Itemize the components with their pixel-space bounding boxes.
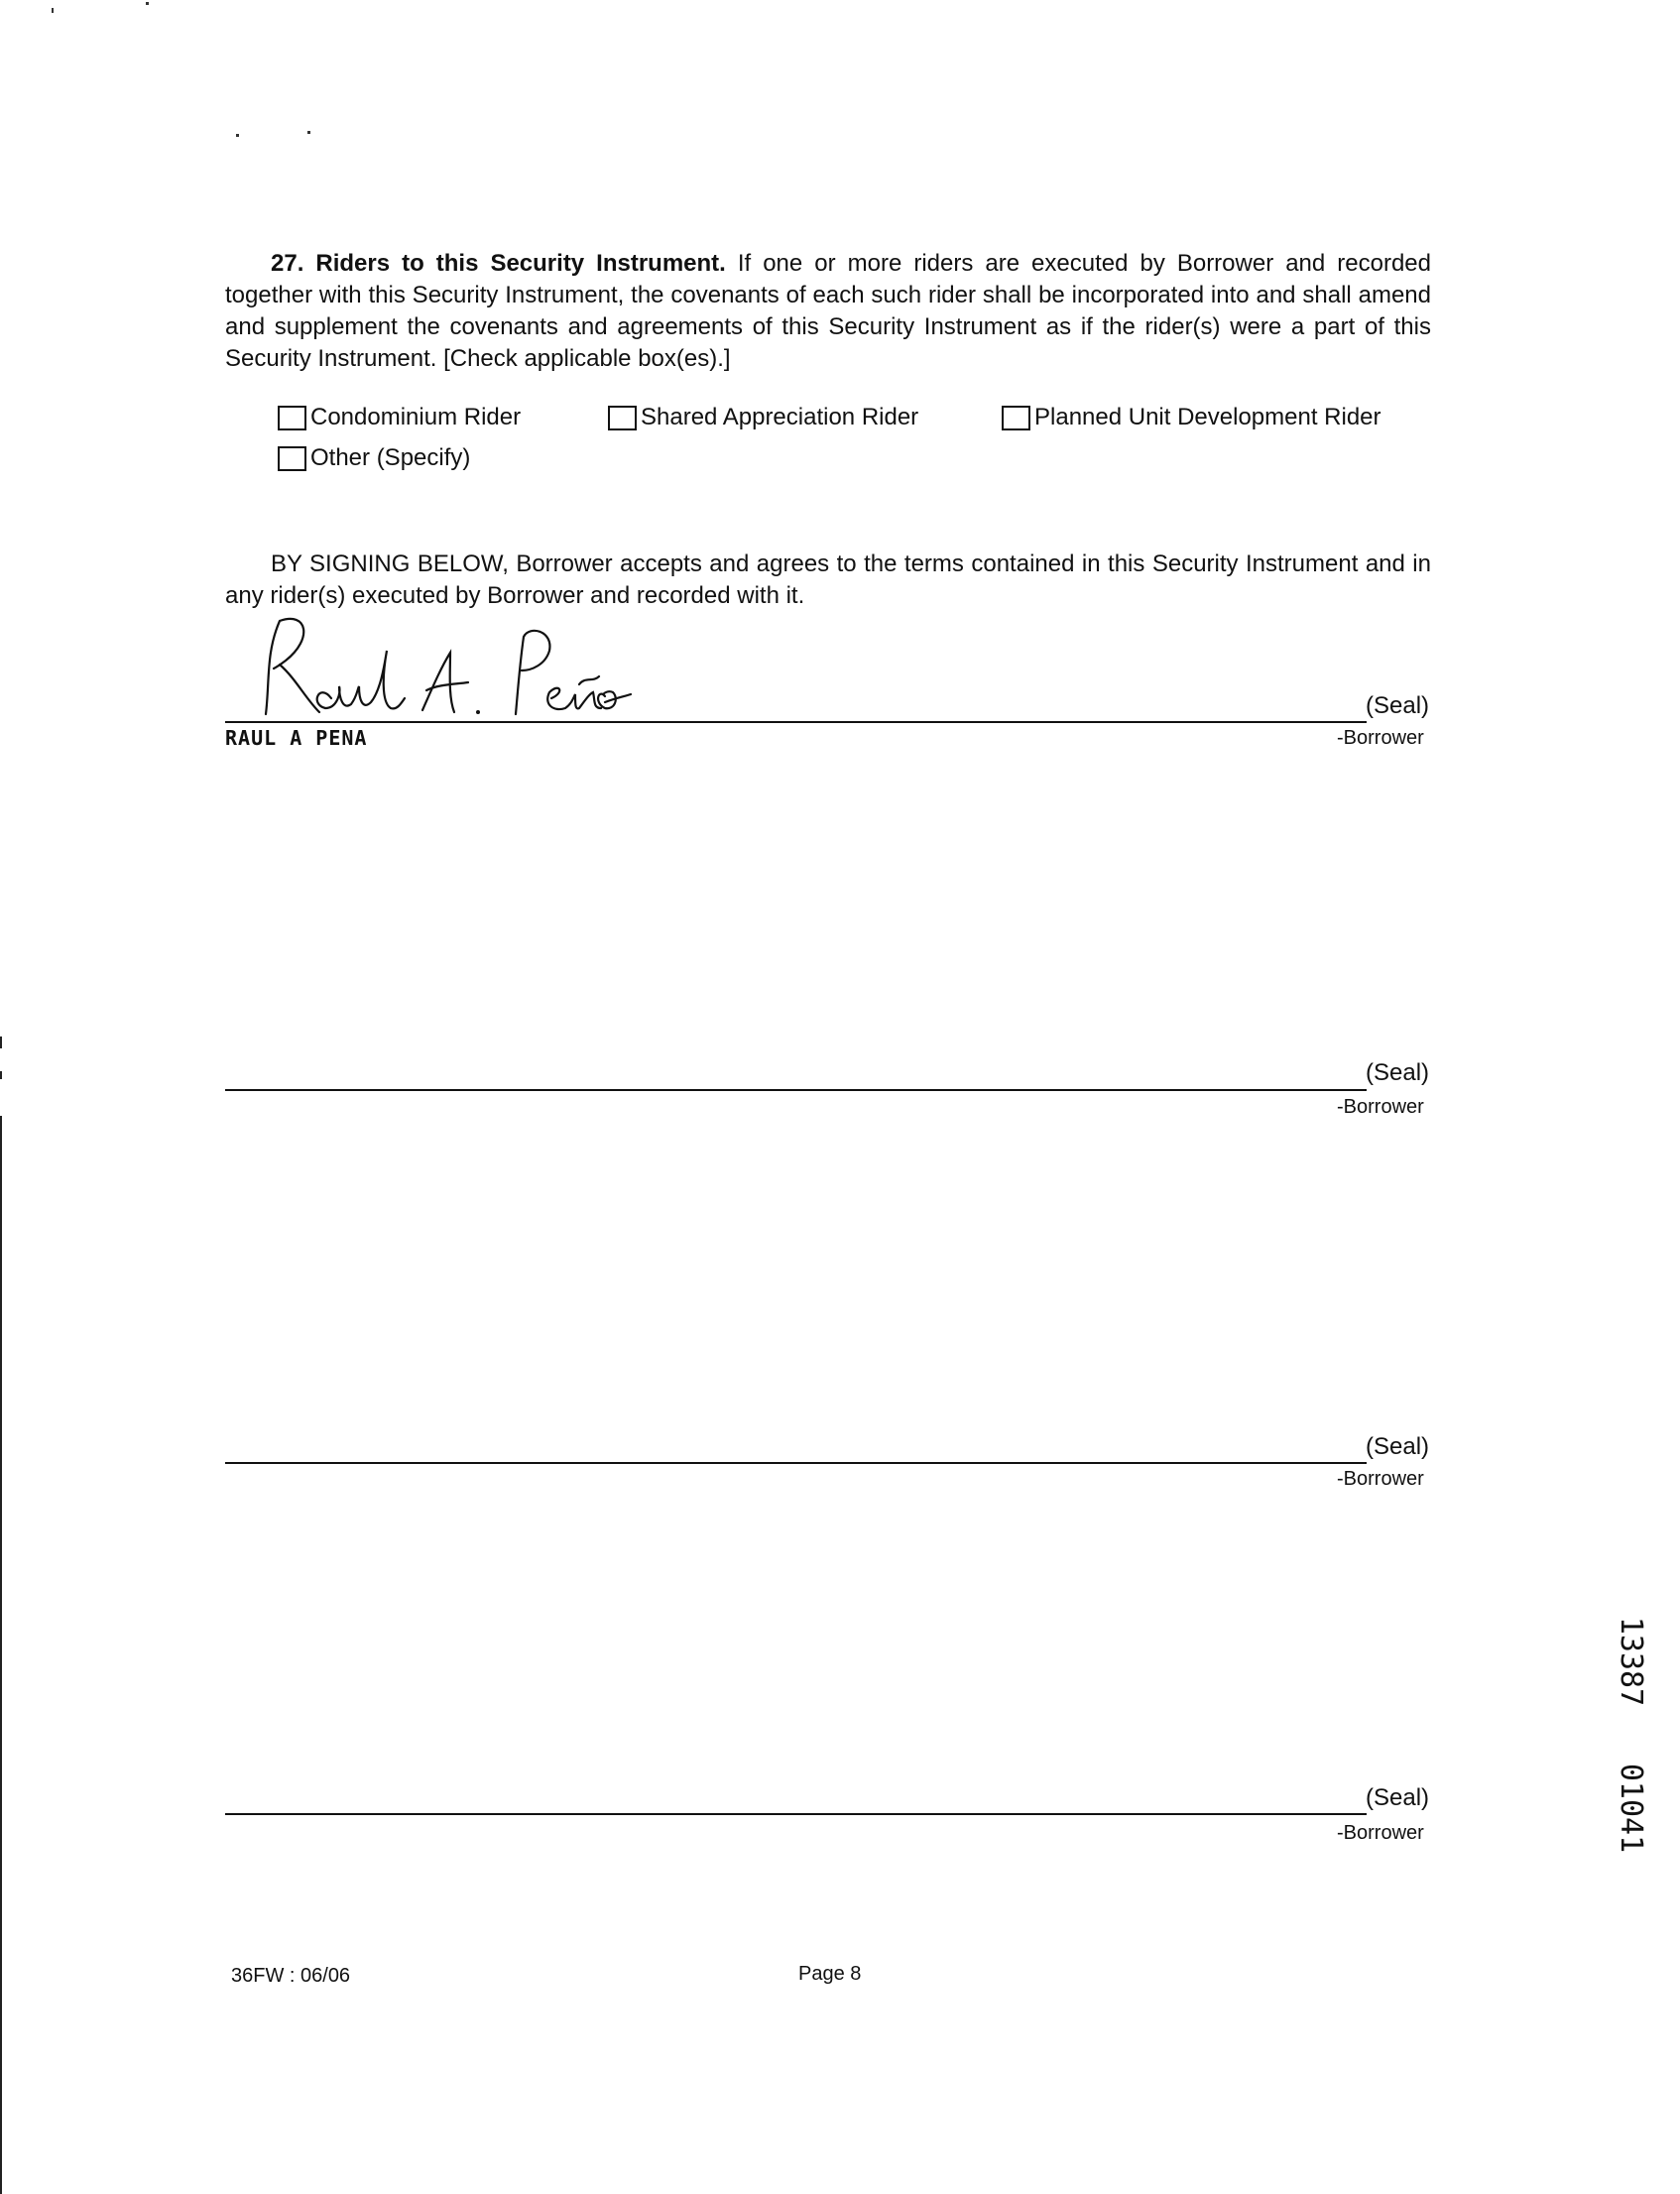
borrower-printed-name: RAUL A PENA — [225, 726, 368, 750]
riders-heading: 27. Riders to this Security Instrument. — [271, 250, 726, 277]
rider-label: Shared Appreciation Rider — [641, 404, 919, 430]
recording-number-part-2: 01041 — [1614, 1763, 1648, 1854]
checkbox[interactable] — [608, 406, 637, 430]
scan-speck — [307, 131, 310, 134]
checkbox[interactable] — [278, 406, 306, 430]
form-code: 36FW : 06/06 — [231, 1965, 351, 1987]
signature-line-4 — [225, 1813, 1367, 1815]
page-number: Page 8 — [798, 1963, 862, 1985]
signature-line-3 — [225, 1462, 1367, 1464]
seal-label: (Seal) — [1366, 1433, 1430, 1460]
checkbox[interactable] — [278, 446, 306, 471]
borrower-label: -Borrower — [1337, 1468, 1424, 1490]
scan-edge-mark — [0, 1116, 2, 2194]
checkbox[interactable] — [1002, 406, 1030, 430]
borrower-label: -Borrower — [1337, 1096, 1424, 1118]
borrower-label: -Borrower — [1337, 1822, 1424, 1844]
borrower-label: -Borrower — [1337, 727, 1424, 749]
scan-speck — [236, 134, 239, 137]
handwritten-signature — [256, 613, 633, 727]
scan-edge-mark — [0, 1071, 2, 1079]
scan-edge-mark — [0, 1036, 2, 1048]
scan-speck — [146, 2, 149, 5]
rider-option-shared-appreciation[interactable] — [608, 403, 918, 432]
signing-statement-text: BY SIGNING BELOW, Borrower accepts and agrees to the terms contained in this Security Instrument and in any rider(s) executed by Borrower and recorded with it. — [225, 550, 1431, 609]
riders-body: If one or more riders are executed by Borrower and recorded together with this Security Instrument, the covenants of each such rider shall be incorporated into and shall amend and supplement the covenants and agreements of this Security Instrument as if the rider(s) were a part of this Security Instrument. [Check applicable box(es).] — [225, 250, 1431, 372]
rider-option-other[interactable] — [278, 443, 470, 473]
rider-label: Other (Specify) — [310, 444, 471, 471]
seal-label: (Seal) — [1366, 1784, 1430, 1811]
rider-label: Condominium Rider — [310, 404, 522, 430]
signing-statement — [225, 548, 1431, 612]
scan-speck — [52, 8, 54, 13]
signature-line-1 — [225, 721, 1367, 723]
rider-label: Planned Unit Development Rider — [1034, 404, 1381, 430]
recording-number-part-1: 13387 — [1614, 1616, 1648, 1707]
seal-label: (Seal) — [1366, 1059, 1430, 1086]
rider-option-condominium[interactable] — [278, 403, 521, 432]
seal-label: (Seal) — [1366, 692, 1430, 719]
rider-option-planned-unit-development[interactable] — [1002, 403, 1381, 432]
riders-paragraph — [225, 248, 1431, 375]
signature-line-2 — [225, 1089, 1367, 1091]
